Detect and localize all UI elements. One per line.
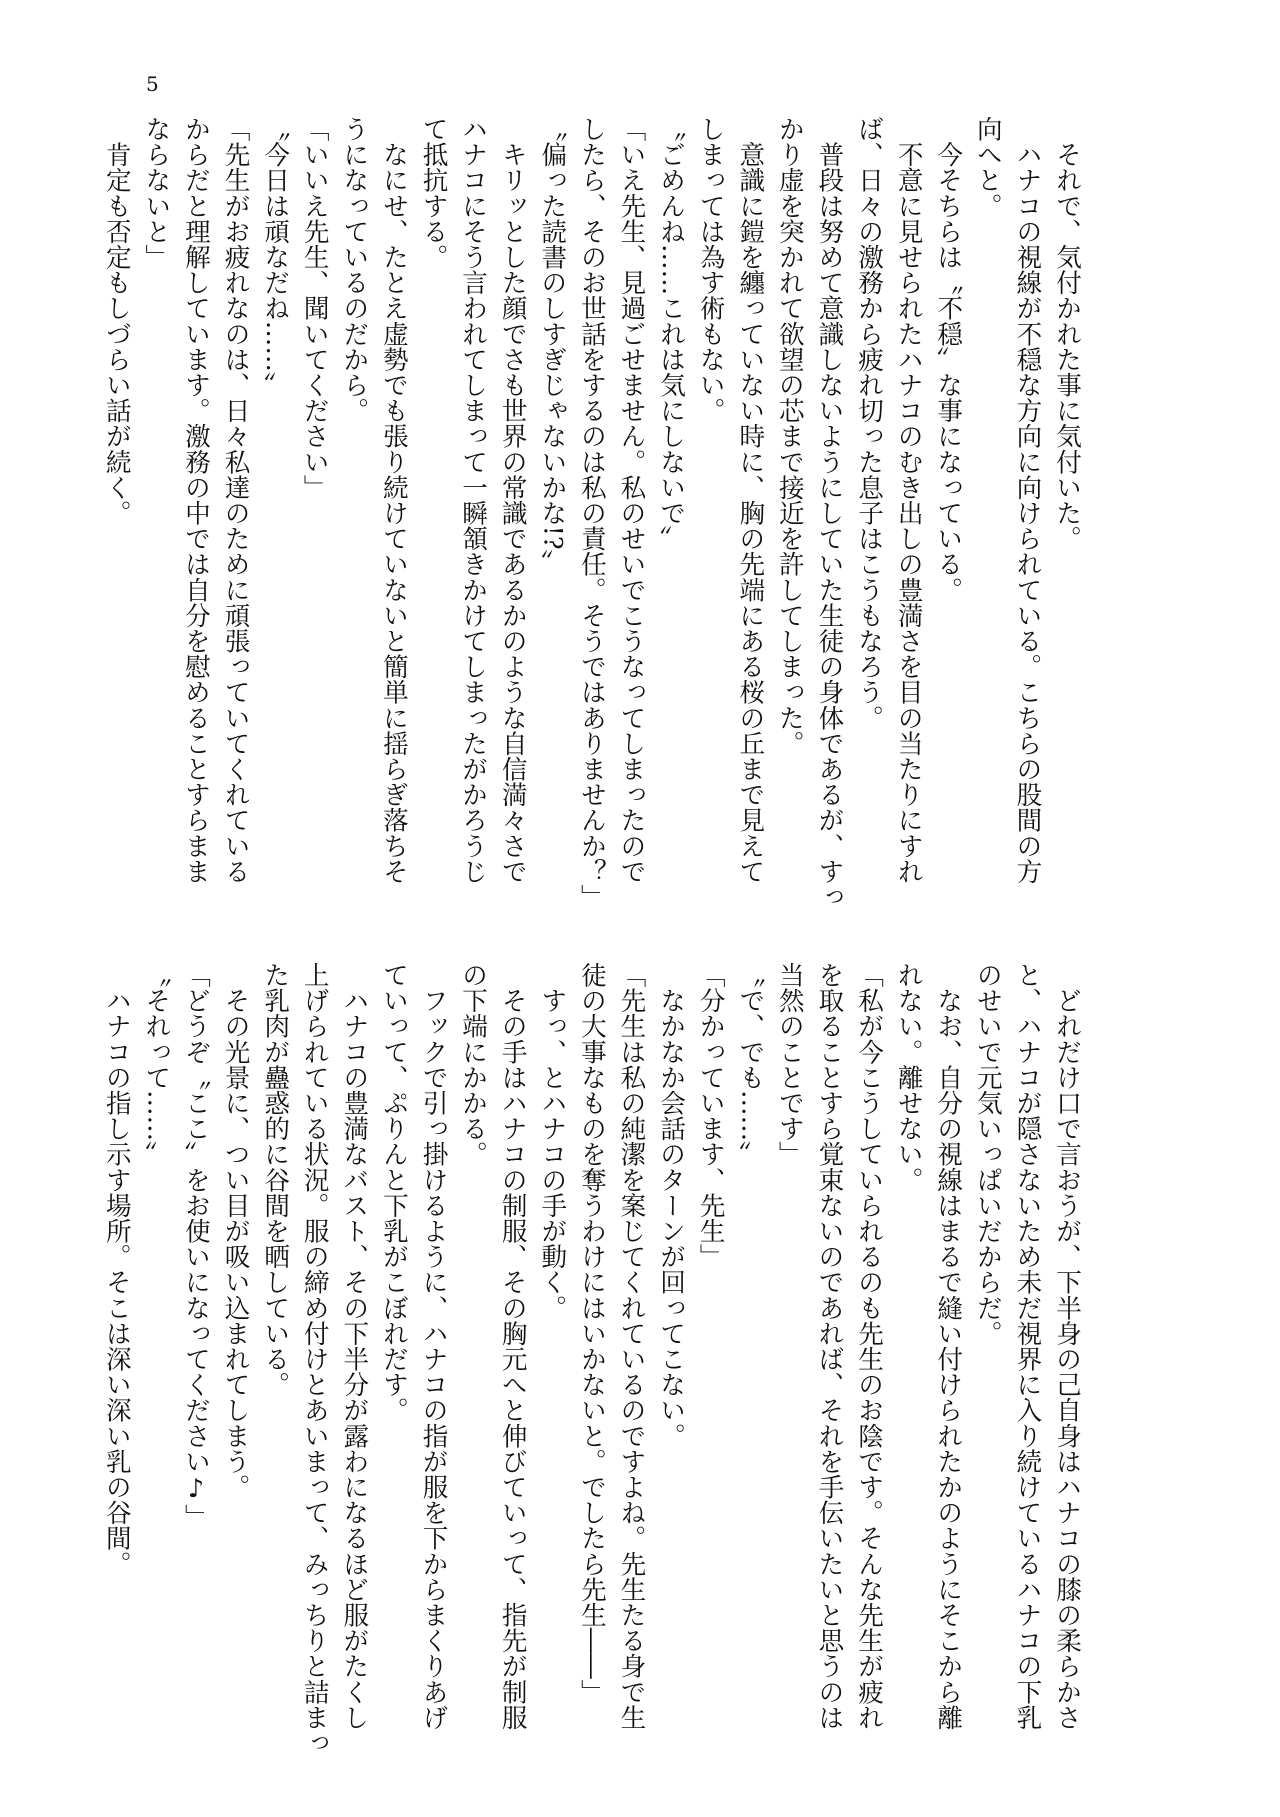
text-line: ていって、ぷりんと下乳がこぼれだす。	[378, 962, 409, 1423]
text-line: かり虚を突かれて欲望の芯まで接近を許してしまった。	[774, 116, 805, 756]
text-line: 「分かっています、先生」	[695, 962, 726, 1270]
text-line: 肯定も否定もしづらい話が続く。	[101, 116, 132, 526]
text-line: フックで引っ掛けるように、ハナコの指が服を下からまくりあげ	[418, 962, 449, 1730]
text-line: すっ、とハナコの手が動く。	[537, 962, 568, 1321]
text-line: 不意に見せられたハナコのむき出しの豊満さを目の当たりにすれ	[893, 116, 924, 884]
text-line: と、ハナコが隠さないため未だ視界に入り続けているハナコの下乳	[1012, 962, 1043, 1730]
text-line: なかなか会話のターンが回ってこない。	[656, 962, 687, 1449]
text-line: キリッとした顔でさも世界の常識であるかのような自信満々さで	[497, 116, 528, 884]
text-line: ば、日々の激務から疲れ切った息子はこうもなろう。	[854, 116, 885, 731]
text-line: 徒の大事なものを奪うわけにはいかないと。でしたら先生――」	[576, 962, 607, 1705]
text-line: 上げられている状況。服の締め付けとあいまって、みっちりと詰まっ	[299, 962, 330, 1756]
page-number: 5	[146, 72, 159, 96]
text-line: どれだけ口で言おうが、下半身の己自身はハナコの膝の柔らかさ	[1052, 962, 1082, 1730]
text-line: 「いえ先生、見過ごせません。私のせいでこうなってしまったので	[616, 116, 647, 884]
text-line: ハナコにそう言われてしまって一瞬頷きかけてしまったがかろうじ	[458, 116, 489, 884]
text-line: その光景に、つい目が吸い込まれてしまう。	[220, 962, 251, 1500]
text-line: しまっては為す術もない。	[695, 116, 726, 424]
text-line: た乳肉が蠱惑的に谷間を晒している。	[260, 962, 291, 1398]
text-line: ハナコの視線が不穏な方向に向けられている。こちらの股間の方	[1012, 116, 1043, 884]
text-line: 「先生がお疲れなのは、日々私達のために頑張っていてくれている	[220, 116, 251, 884]
text-line: 当然のことです」	[774, 962, 805, 1167]
text-line: その手はハナコの制服、その胸元へと伸びていって、指先が制服	[497, 962, 528, 1730]
text-line: うになっているのだから。	[339, 116, 370, 424]
text-line: 「どうぞ〝ここ〟をお使いになってください♪」	[180, 962, 211, 1530]
text-line: 普段は努めて意識しないようにしていた生徒の身体であるが、すっ	[814, 116, 845, 910]
text-line: 「いいえ先生、聞いてください」	[299, 116, 330, 500]
text-line: ハナコの指し示す場所。そこは深い深い乳の谷間。	[101, 962, 132, 1577]
text-line: のせいで元気いっぱいだからだ。	[972, 962, 1003, 1346]
top-text-block	[96, 116, 1086, 910]
text-line: 〝偏った読書のしすぎじゃないかな!?〟	[537, 116, 568, 576]
text-line: 〝それって……〟	[141, 962, 172, 1167]
text-line: 〝で、でも……〟	[735, 962, 766, 1167]
text-line: したら、そのお世話をするのは私の責任。そうではありませんか？」	[576, 116, 607, 910]
text-line: れない。離せない。	[893, 962, 924, 1193]
text-line: 今そちらは〝不穏〟な事になっている。	[933, 116, 964, 603]
bottom-text-block	[96, 962, 1086, 1756]
text-line: の下端にかかる。	[458, 962, 489, 1167]
text-line: 意識に鎧を纏っていない時に、胸の先端にある桜の丘まで見えて	[735, 116, 766, 884]
text-line: 「先生は私の純潔を案じてくれているのですよね。先生たる身で生	[616, 962, 647, 1730]
text-line: なにせ、たとえ虚勢でも張り続けていないと簡単に揺らぎ落ちそ	[378, 116, 409, 884]
text-line: からだと理解しています。激務の中では自分を慰めることすらまま	[180, 116, 211, 884]
text-line: 〝今日は頑なだね……〟	[260, 116, 291, 398]
text-line: 「私が今こうしていられるのも先生のお陰です。そんな先生が疲れ	[854, 962, 885, 1730]
text-line: それで、気付かれた事に気付いた。	[1052, 116, 1082, 552]
text-line: て抵抗する。	[418, 116, 449, 270]
text-line: 向へと。	[972, 116, 1003, 219]
text-line: なお、自分の視線はまるで縫い付けられたかのようにそこから離	[933, 962, 964, 1730]
text-line: 〝ごめんね……これは気にしないで〟	[656, 116, 687, 552]
text-line: を取ることすら覚束ないのであれば、それを手伝いたいと思うのは	[814, 962, 845, 1730]
text-line: ならないと」	[141, 116, 172, 270]
text-line: ハナコの豊満なバスト、その下半分が露わになるほど服がたくし	[339, 962, 370, 1730]
